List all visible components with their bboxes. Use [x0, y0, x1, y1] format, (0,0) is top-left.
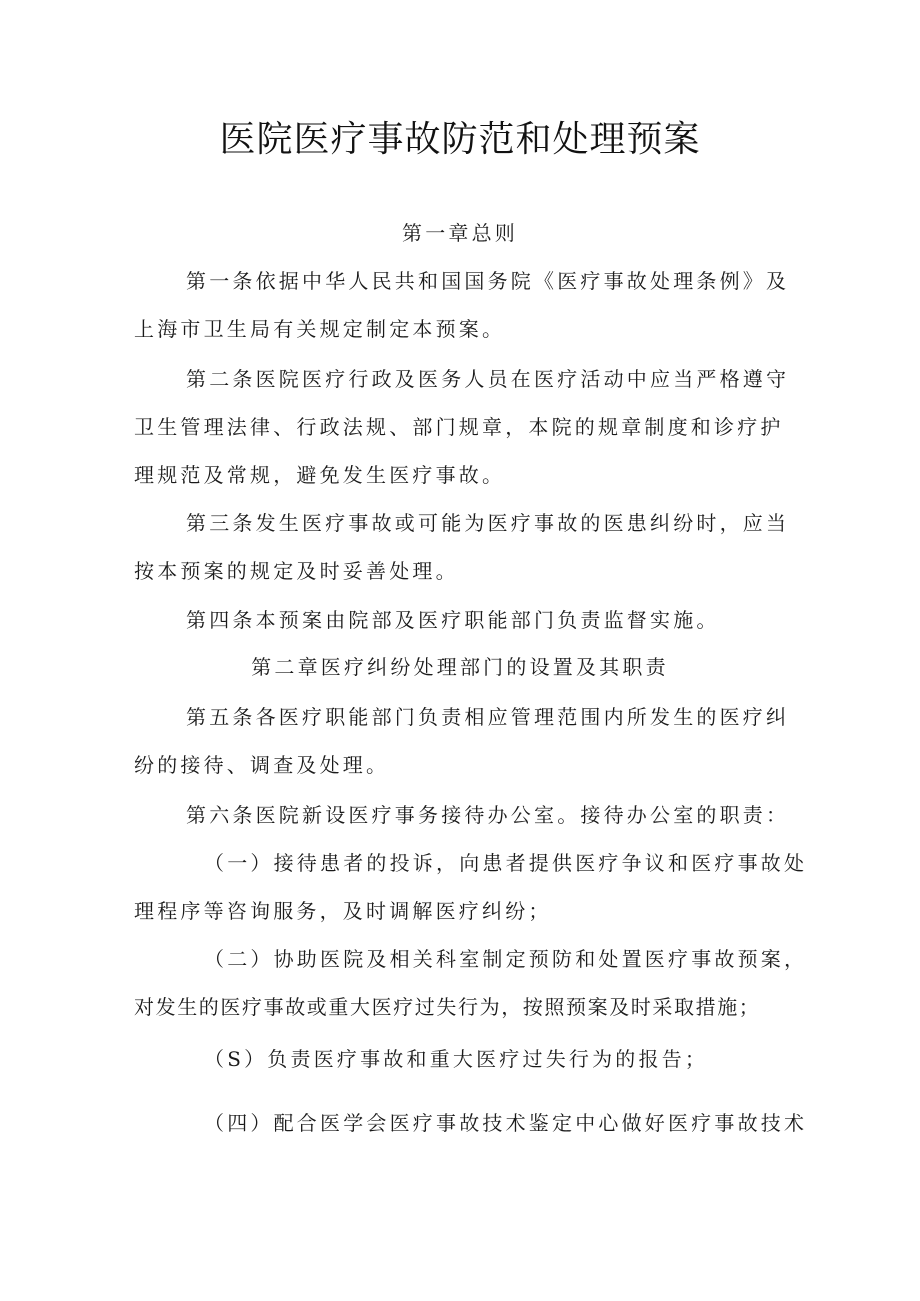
document-title: 医院医疗事故防范和处理预案 [219, 119, 701, 160]
article-6-line-1: 第六条医院新设医疗事务接待办公室。接待办公室的职责： [186, 803, 790, 827]
article-3-line-1: 第三条发生医疗事故或可能为医疗事故的医患纠纷时，应当 [186, 511, 790, 535]
item-3-line-1: （S）负责医疗事故和重大医疗过失行为的报告； [204, 1047, 709, 1071]
article-1-line-2: 上海市卫生局有关规定制定本预案。 [134, 317, 506, 341]
article-2-line-2: 卫生管理法律、行政法规、部门规章，本院的规章制度和诊疗护 [134, 415, 784, 439]
article-1-line-1: 第一条依据中华人民共和国国务院《医疗事故处理条例》及 [186, 269, 790, 293]
item-2-line-1: （二）协助医院及相关科室制定预防和处置医疗事故预案， [204, 947, 808, 971]
article-2-line-1: 第二条医院医疗行政及医务人员在医疗活动中应当严格遵守 [186, 367, 790, 391]
article-5-line-1: 第五条各医疗职能部门负责相应管理范围内所发生的医疗纠 [186, 705, 790, 729]
article-4-line-1: 第四条本预案由院部及医疗职能部门负责监督实施。 [186, 608, 720, 632]
item-1-line-2: 理程序等咨询服务，及时调解医疗纠纷； [134, 899, 552, 923]
chapter-heading-2: 第二章医疗纠纷处理部门的设置及其职责 [251, 655, 669, 679]
item-2-line-2: 对发生的医疗事故或重大医疗过失行为，按照预案及时采取措施； [134, 995, 761, 1019]
item-1-line-1: （一）接待患者的投诉，向患者提供医疗争议和医疗事故处 [204, 851, 808, 875]
chapter-heading-1: 第一章总则 [402, 221, 518, 245]
item-4-line-1: （四）配合医学会医疗事故技术鉴定中心做好医疗事故技术 [204, 1111, 808, 1135]
article-5-line-2: 纷的接待、调查及处理。 [134, 753, 390, 777]
article-3-line-2: 按本预案的规定及时妥善处理。 [134, 559, 459, 583]
article-2-line-3: 理规范及常规，避免发生医疗事故。 [134, 463, 506, 487]
